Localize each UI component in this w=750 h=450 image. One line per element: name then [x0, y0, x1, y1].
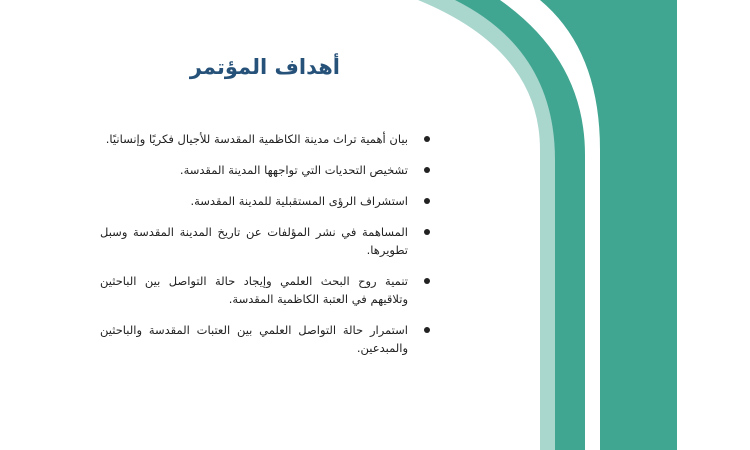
goal-item [100, 223, 430, 259]
goal-text: تنمية روح البحث العلمي وإيجاد حالة التواصل بين الباحثين وتلاقيهم في العتبة الكاظمية المقدسة. [100, 274, 408, 306]
goal-item [100, 192, 430, 210]
bullet-icon [424, 136, 430, 142]
bullet-icon [424, 229, 430, 235]
bullet-icon [424, 327, 430, 333]
goal-item [100, 130, 430, 148]
page-title: أهداف المؤتمر [189, 55, 340, 79]
goal-item [100, 272, 430, 308]
right-margin [677, 0, 750, 450]
bullet-icon [424, 198, 430, 204]
goal-text: استشراف الرؤى المستقبلية للمدينة المقدسة. [190, 194, 408, 208]
goal-text: استمرار حالة التواصل العلمي بين العتبات المقدسة والباحثين والمبدعين. [100, 323, 408, 355]
bullet-icon [424, 167, 430, 173]
goal-item [100, 321, 430, 357]
goals-list [100, 130, 430, 370]
goal-text: تشخيص التحديات التي تواجهها المدينة المقدسة. [179, 163, 408, 177]
goal-item [100, 161, 430, 179]
goal-text: بيان أهمية تراث مدينة الكاظمية المقدسة للأجيال فكريًا وإنسانيًا. [105, 132, 408, 146]
bullet-icon [424, 278, 430, 284]
goal-text: المساهمة في نشر المؤلفات عن تاريخ المدينة المقدسة وسبل تطويرها. [100, 225, 408, 257]
